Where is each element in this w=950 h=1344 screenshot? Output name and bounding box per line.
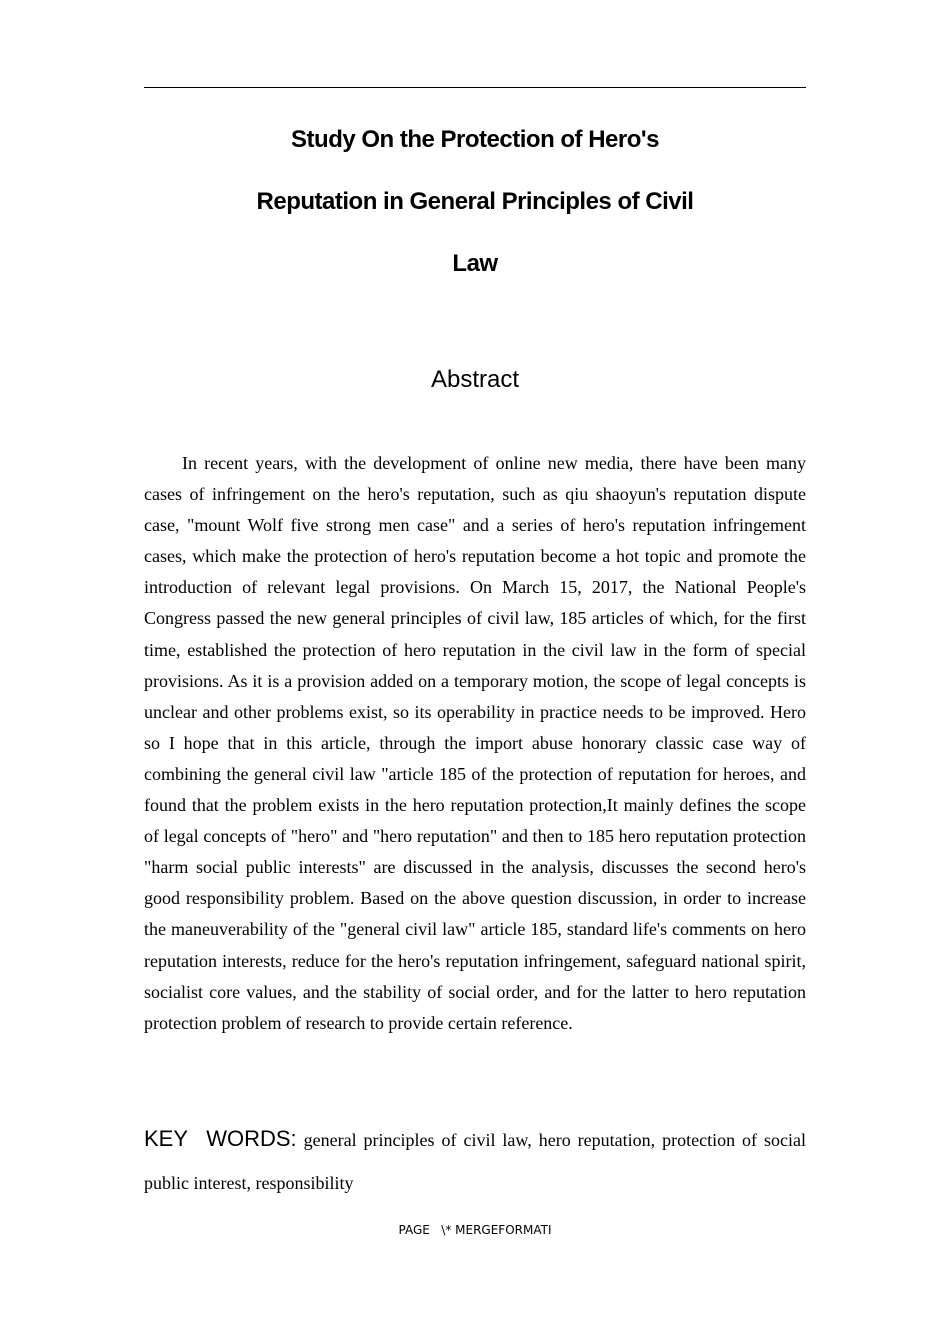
paper-title: [144, 114, 806, 300]
abstract-body: In recent years, with the development of online new media, there have been many cases of infringement on the hero's reputation, such as qiu shaoyun's reputation dispute case, "mount Wolf five strong men case" and a series of hero's reputation infringement cases, which make the protection of hero's reputation become a hot topic and promote the introduction of relevant legal provisions. On March 15, 2017, the National People's Congress passed the new general principles of civil law, 185 articles of which, for the first time, established the protection of hero reputation in the civil law in the form of special provisions. As it is a provision added on a temporary motion, the scope of legal concepts is unclear and other problems exist, so its operability in practice needs to be improved. Hero so I hope that in this article, through the import abuse honorary classic case way of combining the general civil law "article 185 of the protection of reputation for heroes, and found that the problem exists in the hero reputation protection,It mainly defines the scope of legal concepts of "hero" and "hero reputation" and then to 185 hero reputation protection "harm social public interests" are discussed in the analysis, discusses the second hero's good responsibility problem. Based on the above question discussion, in order to increase the maneuverability of the "general civil law" article 185, standard life's comments on hero reputation interests, reduce for the hero's reputation infringement, safeguard national spirit, socialist core values, and the stability of social order, and for the latter to hero reputation protection problem of research to provide certain reference.: [144, 453, 806, 1033]
page-footer: PAGE \* MERGEFORMATI: [398, 1223, 552, 1237]
title-line-3: Law: [452, 250, 498, 277]
title-line-1: Study On the Protection of Hero's: [291, 126, 659, 153]
keywords-label: KEY WORDS:: [144, 1126, 297, 1151]
abstract-heading: Abstract: [430, 366, 520, 393]
header-rule: [144, 87, 806, 88]
keywords-text: general principles of civil law, hero reputation, protection of social public interest, responsibility: [144, 1130, 806, 1193]
keywords-paragraph: [144, 1117, 806, 1205]
title-line-2: Reputation in General Principles of Civil: [256, 188, 694, 215]
